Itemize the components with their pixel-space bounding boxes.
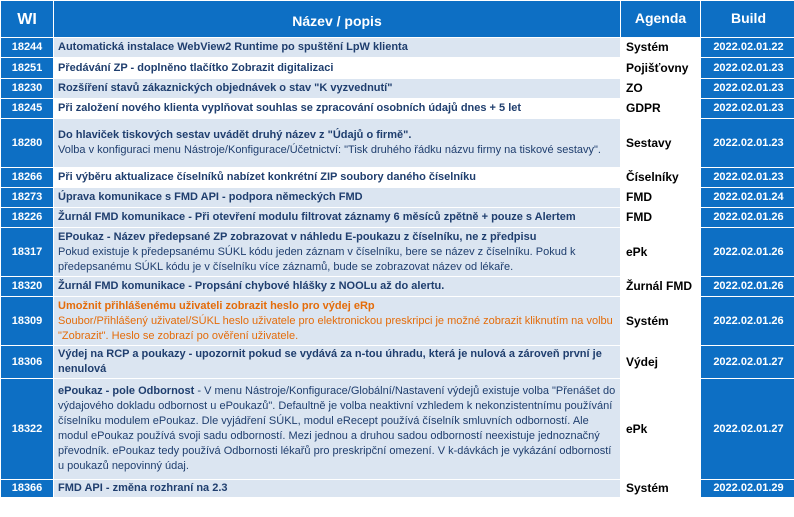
- agenda-cell: GDPR: [621, 99, 700, 118]
- wi-cell: 18280: [1, 119, 53, 167]
- desc-cell: [54, 297, 620, 345]
- desc-cell: [54, 79, 620, 98]
- build-cell: 2022.02.01.23: [701, 79, 794, 98]
- build-cell: 2022.02.01.23: [701, 168, 794, 187]
- desc-cell: [54, 188, 620, 207]
- wi-cell: 18366: [1, 480, 53, 497]
- desc-title: Rozšíření stavů zákaznických objednávek o stav "K vyzvednutí": [58, 82, 393, 94]
- desc-cell: [54, 58, 620, 78]
- agenda-cell: ePk: [621, 228, 700, 276]
- table-row: [1, 379, 794, 479]
- wi-cell: 18309: [1, 297, 53, 345]
- agenda-cell: ZO: [621, 79, 700, 98]
- table-row: [1, 188, 794, 207]
- agenda-cell: Pojišťovny: [621, 58, 700, 78]
- agenda-cell: Číselníky: [621, 168, 700, 187]
- desc-title: Při založení nového klienta vyplňovat souhlas se zpracování osobních údajů dnes + 5 let: [58, 102, 522, 114]
- wi-cell: 18244: [1, 38, 53, 57]
- agenda-cell: Sestavy: [621, 119, 700, 167]
- desc-title: Výdej na RCP a poukazy - upozornit pokud se vydává za n-tou úhradu, která je nulová a zároveň první je nenulová: [58, 348, 602, 375]
- desc-title: Žurnál FMD komunikace - Při otevření modulu filtrovat záznamy 6 měsíců zpětně + pouze s Alertem: [58, 211, 576, 223]
- agenda-cell: FMD: [621, 208, 700, 227]
- desc-title: Předávání ZP - doplněno tlačítko Zobrazit digitalizaci: [58, 61, 334, 74]
- build-cell: 2022.02.01.24: [701, 188, 794, 207]
- desc-title: Úprava komunikace s FMD API - podpora německých FMD: [58, 191, 363, 203]
- build-cell: 2022.02.01.26: [701, 228, 794, 276]
- table-row: [1, 119, 794, 167]
- header-build: Build: [701, 1, 794, 37]
- wi-cell: 18320: [1, 277, 53, 296]
- wi-cell: 18322: [1, 379, 53, 479]
- wi-cell: 18273: [1, 188, 53, 207]
- desc-cell: [54, 480, 620, 497]
- desc-cell: [54, 99, 620, 118]
- build-cell: 2022.02.01.23: [701, 119, 794, 167]
- header-agenda: Agenda: [621, 1, 700, 37]
- table-row: [1, 480, 794, 497]
- wi-cell: 18230: [1, 79, 53, 98]
- desc-title: Automatická instalace WebView2 Runtime po spuštění LpW klienta: [58, 41, 408, 53]
- desc-title: ePoukaz - pole Odbornost: [58, 385, 195, 397]
- desc-cell: [54, 208, 620, 227]
- build-cell: 2022.02.01.26: [701, 297, 794, 345]
- build-cell: 2022.02.01.23: [701, 58, 794, 78]
- agenda-cell: Systém: [621, 38, 700, 57]
- build-cell: 2022.02.01.27: [701, 346, 794, 378]
- table-row: [1, 38, 794, 57]
- table-row: [1, 346, 794, 378]
- agenda-cell: Systém: [621, 297, 700, 345]
- desc-cell: [54, 277, 620, 296]
- desc-detail: Pokud existuje k předepsanému SÚKL kódu jeden záznam v číselníku, bere se název z číselníku. Pokud k předepsanému SÚKL kódu je v číselníku více záznamů, bude se zobrazovat název od lékaře.: [58, 245, 576, 273]
- build-cell: 2022.02.01.26: [701, 208, 794, 227]
- desc-title: Umožnit přihlášenému uživateli zobrazit heslo pro výdej eRp: [58, 299, 375, 312]
- desc-title: Žurnál FMD komunikace - Propsání chybové hlášky z NOOLu až do alertu.: [58, 280, 445, 292]
- agenda-cell: Systém: [621, 480, 700, 497]
- table-row: [1, 228, 794, 276]
- wi-cell: 18306: [1, 346, 53, 378]
- desc-detail: Volba v konfiguraci menu Nástroje/Konfigurace/Účetnictví: "Tisk druhého řádku názvu firmy na tiskové sestavy".: [58, 144, 601, 156]
- table-row: [1, 297, 794, 345]
- wi-cell: 18251: [1, 58, 53, 78]
- wi-cell: 18245: [1, 99, 53, 118]
- desc-detail: - V menu Nástroje/Konfigurace/Globální/Nastavení výdejů existuje volba "Přenášet do výdajového dokladu odbornost u ePoukazů". Defaultně je volba neaktivní vzhledem k nekonzistentnímu používání číselníku modulem ePoukaz. Dle vyjádření SÚKL, modul eRecept používá číselník smluvních odborností. Ale modul ePoukaz používá svoji sadu odborností. Mezi jednou a druhou sadou odborností neexistuje jednoznačný převodník. ePoukaz tedy používá Odbornosti lékařů pro preskripční omezení. V k-dávkách je vykázání odborností u poukazů nepovinný údaj.: [58, 385, 616, 472]
- table-row: [1, 99, 794, 118]
- agenda-cell: FMD: [621, 188, 700, 207]
- desc-title: Při výběru aktualizace číselníků nabízet konkrétní ZIP soubory daného číselníku: [58, 171, 476, 183]
- desc-detail: Soubor/Přihlášený uživatel/SÚKL heslo uživatele pro elektronickou preskripci je možné zobrazit kliknutím na volbu "Zobrazit". Heslo se zobrazí po ověření uživatele.: [58, 314, 613, 342]
- header-wi: WI: [1, 1, 53, 37]
- build-cell: 2022.02.01.26: [701, 277, 794, 296]
- header-row: [1, 1, 794, 37]
- desc-title: FMD API - změna rozhraní na 2.3: [58, 482, 228, 494]
- desc-cell: [54, 346, 620, 378]
- desc-title: EPoukaz - Název předepsané ZP zobrazovat v náhledu E-poukazu z číselníku, ne z předpisu: [58, 230, 537, 243]
- agenda-cell: ePk: [621, 379, 700, 479]
- build-cell: 2022.02.01.27: [701, 379, 794, 479]
- agenda-cell: Výdej: [621, 346, 700, 378]
- desc-cell: [54, 119, 620, 167]
- desc-cell: [54, 228, 620, 276]
- table-row: [1, 208, 794, 227]
- desc-combined: [58, 385, 615, 472]
- table-row: [1, 79, 794, 98]
- desc-cell: [54, 168, 620, 187]
- wi-cell: 18266: [1, 168, 53, 187]
- wi-cell: 18317: [1, 228, 53, 276]
- build-cell: 2022.02.01.22: [701, 38, 794, 57]
- build-cell: 2022.02.01.23: [701, 99, 794, 118]
- desc-title: Do hlaviček tiskových sestav uvádět druhý název z "Údajů o firmě".: [58, 129, 412, 141]
- wi-cell: 18226: [1, 208, 53, 227]
- table-row: [1, 277, 794, 296]
- desc-cell: [54, 379, 620, 479]
- table-row: [1, 58, 794, 78]
- header-desc: Název / popis: [54, 1, 620, 37]
- agenda-cell: Žurnál FMD: [621, 277, 700, 296]
- desc-cell: [54, 38, 620, 57]
- build-cell: 2022.02.01.29: [701, 480, 794, 497]
- table-row: [1, 168, 794, 187]
